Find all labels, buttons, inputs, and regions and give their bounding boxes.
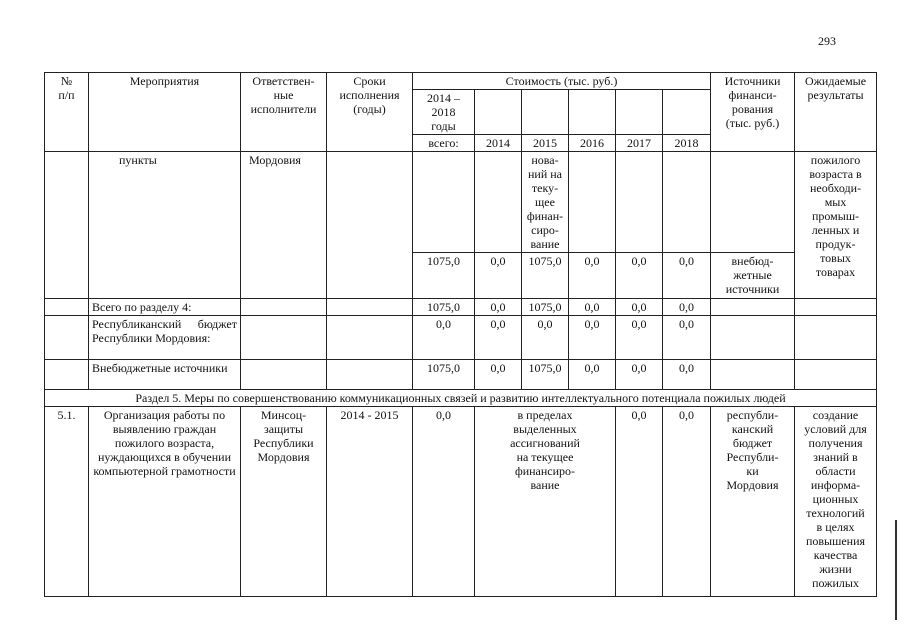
cont-2016-blank (569, 152, 616, 253)
cont-2015-note: нова- ний на теку- щее финан- сиро- вание (522, 152, 569, 253)
header-year-2015: 2015 (522, 135, 569, 152)
header-total-sub: всего: (413, 135, 475, 152)
row51-merged-note: в пределах выделенных ассигнований на текущее финансиро- вание (475, 407, 616, 597)
total-ex-terms (327, 360, 413, 390)
header-year-2018: 2018 (663, 135, 711, 152)
cont-terms (327, 152, 413, 299)
cont-2017-blank (616, 152, 663, 253)
total-s4-terms (327, 299, 413, 316)
total-ex-2016: 0,0 (569, 360, 616, 390)
total-rb-2015: 0,0 (522, 316, 569, 360)
cont-2015: 1075,0 (522, 253, 569, 299)
cont-2014-blank (475, 152, 522, 253)
header-blank-2018 (663, 90, 711, 135)
total-ex-2014: 0,0 (475, 360, 522, 390)
header-blank-2016 (569, 90, 616, 135)
total-ex-total: 1075,0 (413, 360, 475, 390)
header-year-2016: 2016 (569, 135, 616, 152)
total-s4-total: 1075,0 (413, 299, 475, 316)
header-cost: Стоимость (тыс. руб.) (413, 73, 711, 90)
program-table (44, 72, 877, 597)
total-ex-2017: 0,0 (616, 360, 663, 390)
total-rb-label: Республиканский бюджет Республики Мордовия: (89, 316, 241, 360)
cont-total-blank (413, 152, 475, 253)
cont-2018-blank (663, 152, 711, 253)
cont-total: 1075,0 (413, 253, 475, 299)
cont-num (45, 152, 89, 299)
row51-2018: 0,0 (663, 407, 711, 597)
total-s4-2017: 0,0 (616, 299, 663, 316)
total-s4-label: Всего по разделу 4: (89, 299, 241, 316)
row51-num: 5.1. (45, 407, 89, 597)
total-s4-results (795, 299, 877, 316)
total-rb-num (45, 316, 89, 360)
row51-total: 0,0 (413, 407, 475, 597)
total-rb-resp (241, 316, 327, 360)
header-blank-2017 (616, 90, 663, 135)
header-terms: Сроки исполнения (годы) (327, 73, 413, 152)
cont-2017: 0,0 (616, 253, 663, 299)
total-ex-resp (241, 360, 327, 390)
section5-title: Раздел 5. Меры по совершенствованию коммуникационных связей и развитию интеллектуального потенциала пожилых людей (45, 390, 877, 407)
total-ex-results (795, 360, 877, 390)
cont-responsible: Мордовия (241, 152, 327, 299)
header-blank-2015 (522, 90, 569, 135)
total-rb-results (795, 316, 877, 360)
header-year-2017: 2017 (616, 135, 663, 152)
cont-sources-blank (711, 152, 795, 253)
cont-sources: внебюд- жетные источники (711, 253, 795, 299)
total-s4-2014: 0,0 (475, 299, 522, 316)
total-s4-num (45, 299, 89, 316)
header-event: Мероприятия (89, 73, 241, 152)
page-number: 293 (818, 34, 836, 48)
header-sources: Источники финанси- рования (тыс. руб.) (711, 73, 795, 152)
total-rb-2016: 0,0 (569, 316, 616, 360)
total-s4-resp (241, 299, 327, 316)
total-rb-2014: 0,0 (475, 316, 522, 360)
cont-event: пункты (89, 152, 241, 299)
total-ex-label: Внебюджетные источники (89, 360, 241, 390)
header-results: Ожидаемые результаты (795, 73, 877, 152)
total-s4-2016: 0,0 (569, 299, 616, 316)
header-responsible: Ответствен- ные исполнители (241, 73, 327, 152)
cont-results: пожилого возраста в необходи- мых промыш- ленных и продук- товых товарах (795, 152, 877, 299)
total-s4-2015: 1075,0 (522, 299, 569, 316)
scan-edge-mark (895, 520, 897, 620)
total-ex-sources (711, 360, 795, 390)
total-ex-num (45, 360, 89, 390)
total-rb-2017: 0,0 (616, 316, 663, 360)
total-s4-2018: 0,0 (663, 299, 711, 316)
row51-results: создание условий для получения знаний в области информа- ционных технологий в целях повышения качества жизни пожилых (795, 407, 877, 597)
cont-2018: 0,0 (663, 253, 711, 299)
total-rb-2018: 0,0 (663, 316, 711, 360)
header-total-years: 2014 – 2018 годы (413, 90, 475, 135)
cont-2016: 0,0 (569, 253, 616, 299)
row51-terms: 2014 - 2015 (327, 407, 413, 597)
total-rb-total: 0,0 (413, 316, 475, 360)
header-year-2014: 2014 (475, 135, 522, 152)
total-ex-2015: 1075,0 (522, 360, 569, 390)
header-blank-2014 (475, 90, 522, 135)
total-s4-sources (711, 299, 795, 316)
total-ex-2018: 0,0 (663, 360, 711, 390)
row51-sources: республи- канский бюджет Республи- ки Мордовия (711, 407, 795, 597)
cont-2014: 0,0 (475, 253, 522, 299)
row51-2017: 0,0 (616, 407, 663, 597)
total-rb-terms (327, 316, 413, 360)
row51-responsible: Минсоц- защиты Республики Мордовия (241, 407, 327, 597)
total-rb-sources (711, 316, 795, 360)
header-num: № п/п (45, 73, 89, 152)
row51-event: Организация работы по выявлению граждан пожилого возраста, нуждающихся в обучении компьютерной грамотности (89, 407, 241, 597)
